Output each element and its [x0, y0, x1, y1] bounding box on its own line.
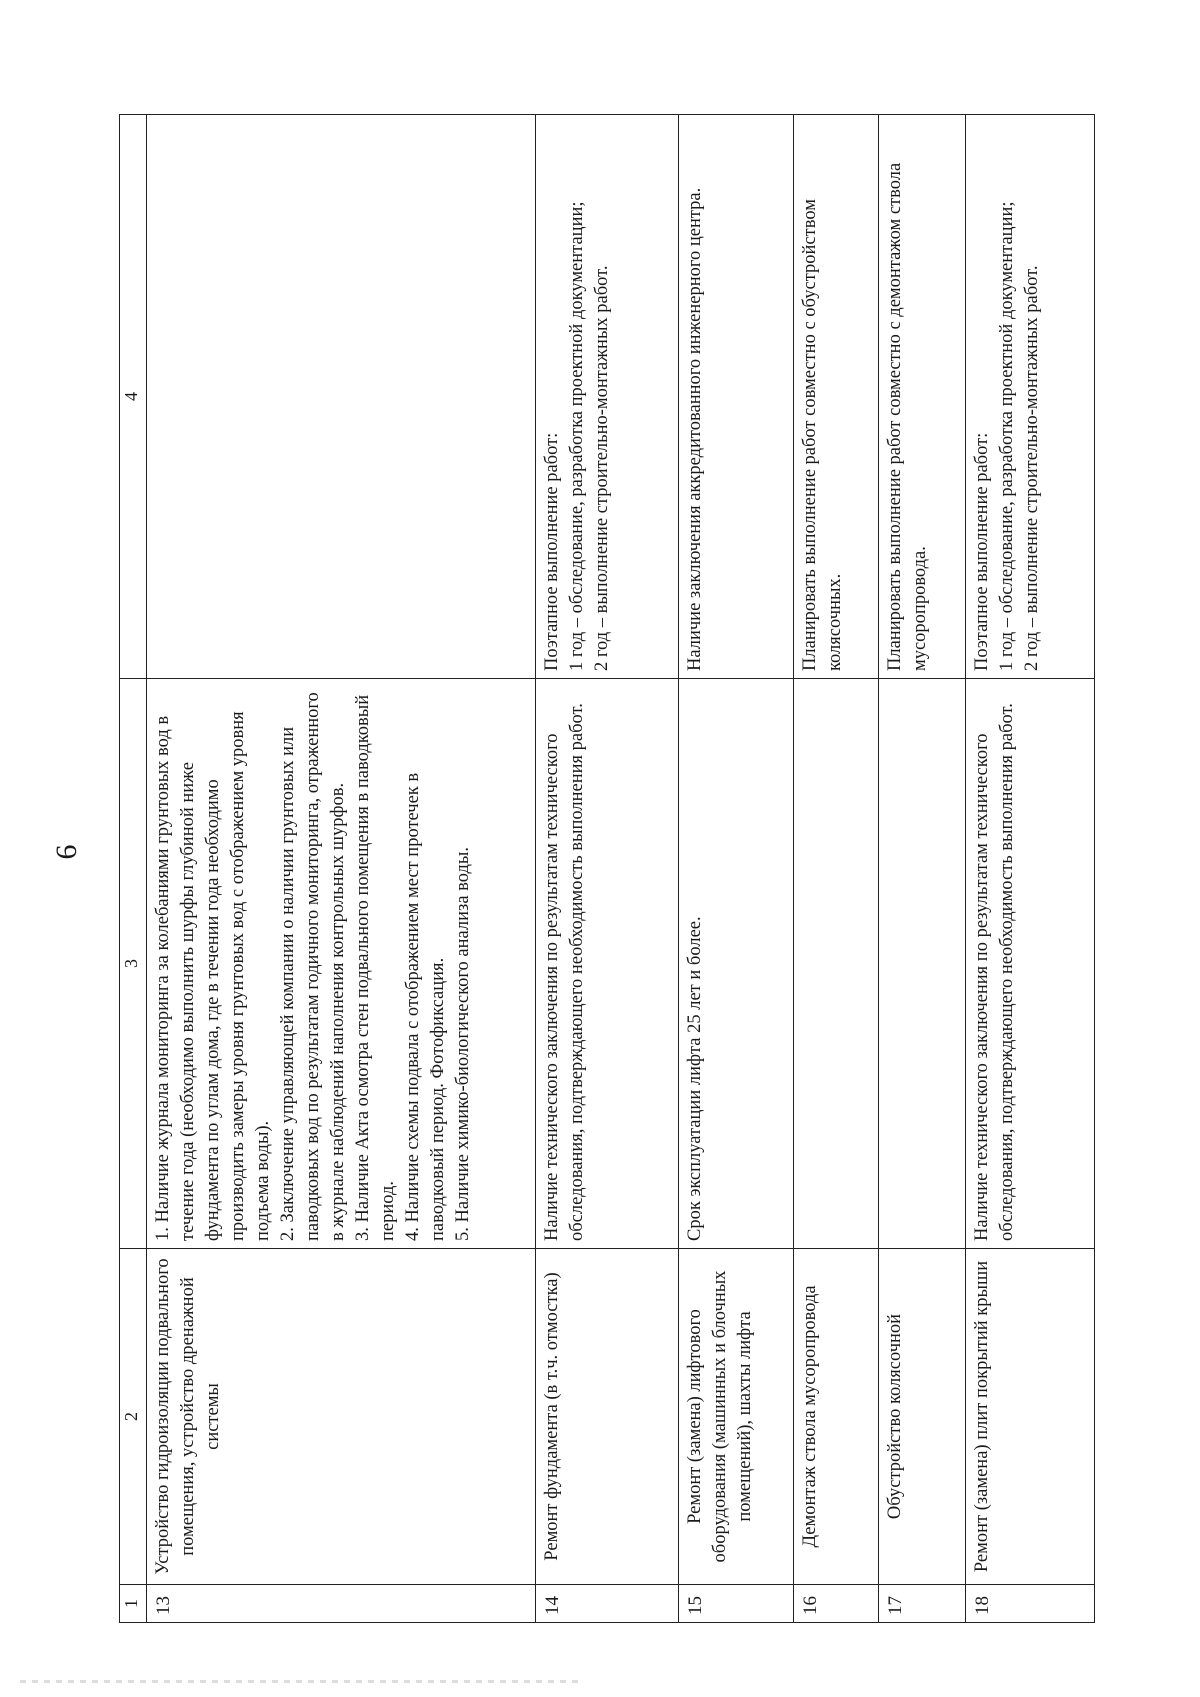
note-line: Поэтапное выполнение работ:: [972, 432, 993, 671]
table-row: [966, 115, 1095, 1623]
note-line: 2 год – выполнение строительно-монтажных работ.: [591, 265, 612, 671]
requirement-item: 3. Наличие Акта осмотра стен подвального помещения в паводковый период.: [352, 694, 398, 1241]
note-line: 1 год – обследование, разработка проектной документации;: [566, 201, 587, 671]
note-line: 1 год – обследование, разработка проектной документации;: [997, 201, 1018, 671]
row-number: 15: [679, 1585, 794, 1623]
note-cell: Планировать выполнение работ совместно с обустройством колясочных.: [794, 115, 879, 679]
work-type-cell: Ремонт (замена) плит покрытий крыши: [966, 1249, 1095, 1585]
requirements-cell: [146, 679, 535, 1249]
table-header-row: [120, 115, 147, 1623]
note-line: Поэтапное выполнение работ:: [541, 432, 562, 671]
work-type-cell: Обустройство колясочной: [879, 1249, 966, 1585]
requirements-cell: [794, 679, 879, 1249]
row-number: 14: [535, 1585, 679, 1623]
page-number: 6: [50, 844, 83, 860]
header-cell: 2: [120, 1249, 147, 1585]
work-type-cell: Демонтаж ствола мусоропровода: [794, 1249, 879, 1585]
work-type-cell: Ремонт фундамента (в т.ч. отмостка): [535, 1249, 679, 1585]
row-number: 18: [966, 1585, 1095, 1623]
requirements-cell: Срок эксплуатации лифта 25 лет и более.: [679, 679, 794, 1249]
requirements-cell: [879, 679, 966, 1249]
note-line: 2 год – выполнение строительно-монтажных работ.: [1022, 265, 1043, 671]
table-row: [794, 115, 879, 1623]
note-cell: [966, 115, 1095, 679]
note-cell: Наличие заключения аккредитованного инженерного центра.: [679, 115, 794, 679]
header-cell: 1: [120, 1585, 147, 1623]
note-cell: Планировать выполнение работ совместно с демонтажом ствола мусоропровода.: [879, 115, 966, 679]
requirement-item: 4. Наличие схемы подвала с отображением мест протечек в паводковый период. Фотофиксация.: [402, 772, 448, 1241]
table-row: [535, 115, 679, 1623]
requirements-cell: Наличие технического заключения по результатам технического обследования, подтверждающего необходимость выполнения работ.: [966, 679, 1095, 1249]
work-type-cell: Ремонт (замена) лифтового оборудования (машинных и блочных помещений), шахты лифта: [679, 1249, 794, 1585]
scan-artifact: [20, 1680, 580, 1683]
table-row: [146, 115, 535, 1623]
table-row: [679, 115, 794, 1623]
row-number: 13: [146, 1585, 535, 1623]
requirement-item: 5. Наличие химико-биологического анализа воды.: [452, 847, 473, 1241]
header-cell: 3: [120, 679, 147, 1249]
row-number: 17: [879, 1585, 966, 1623]
rotated-table-container: [119, 115, 1095, 1623]
note-cell: [535, 115, 679, 679]
table-row: [879, 115, 966, 1623]
row-number: 16: [794, 1585, 879, 1623]
header-cell: 4: [120, 115, 147, 679]
requirements-cell: Наличие технического заключения по результатам технического обследования, подтверждающего необходимость выполнения работ.: [535, 679, 679, 1249]
requirements-table: [119, 114, 1095, 1623]
requirement-item: 2. Заключение управляющей компании о наличии грунтовых или паводковых вод по результатам годичного мониторинга, отраженного в журнале наблюдений наполнения контрольных шурфов.: [277, 692, 348, 1241]
note-cell: [146, 115, 535, 679]
requirement-item: 1. Наличие журнала мониторинга за колебаниями грунтовых вод в течение года (необходимо выполнить шурфы глубиной ниже фундамента по углам дома, где в течении года необходимо производить замеры уровня грунтовых вод с отображением уровня подъема воды).: [152, 711, 273, 1241]
work-type-cell: Устройство гидроизоляции подвального помещения, устройство дренажной системы: [146, 1249, 535, 1585]
